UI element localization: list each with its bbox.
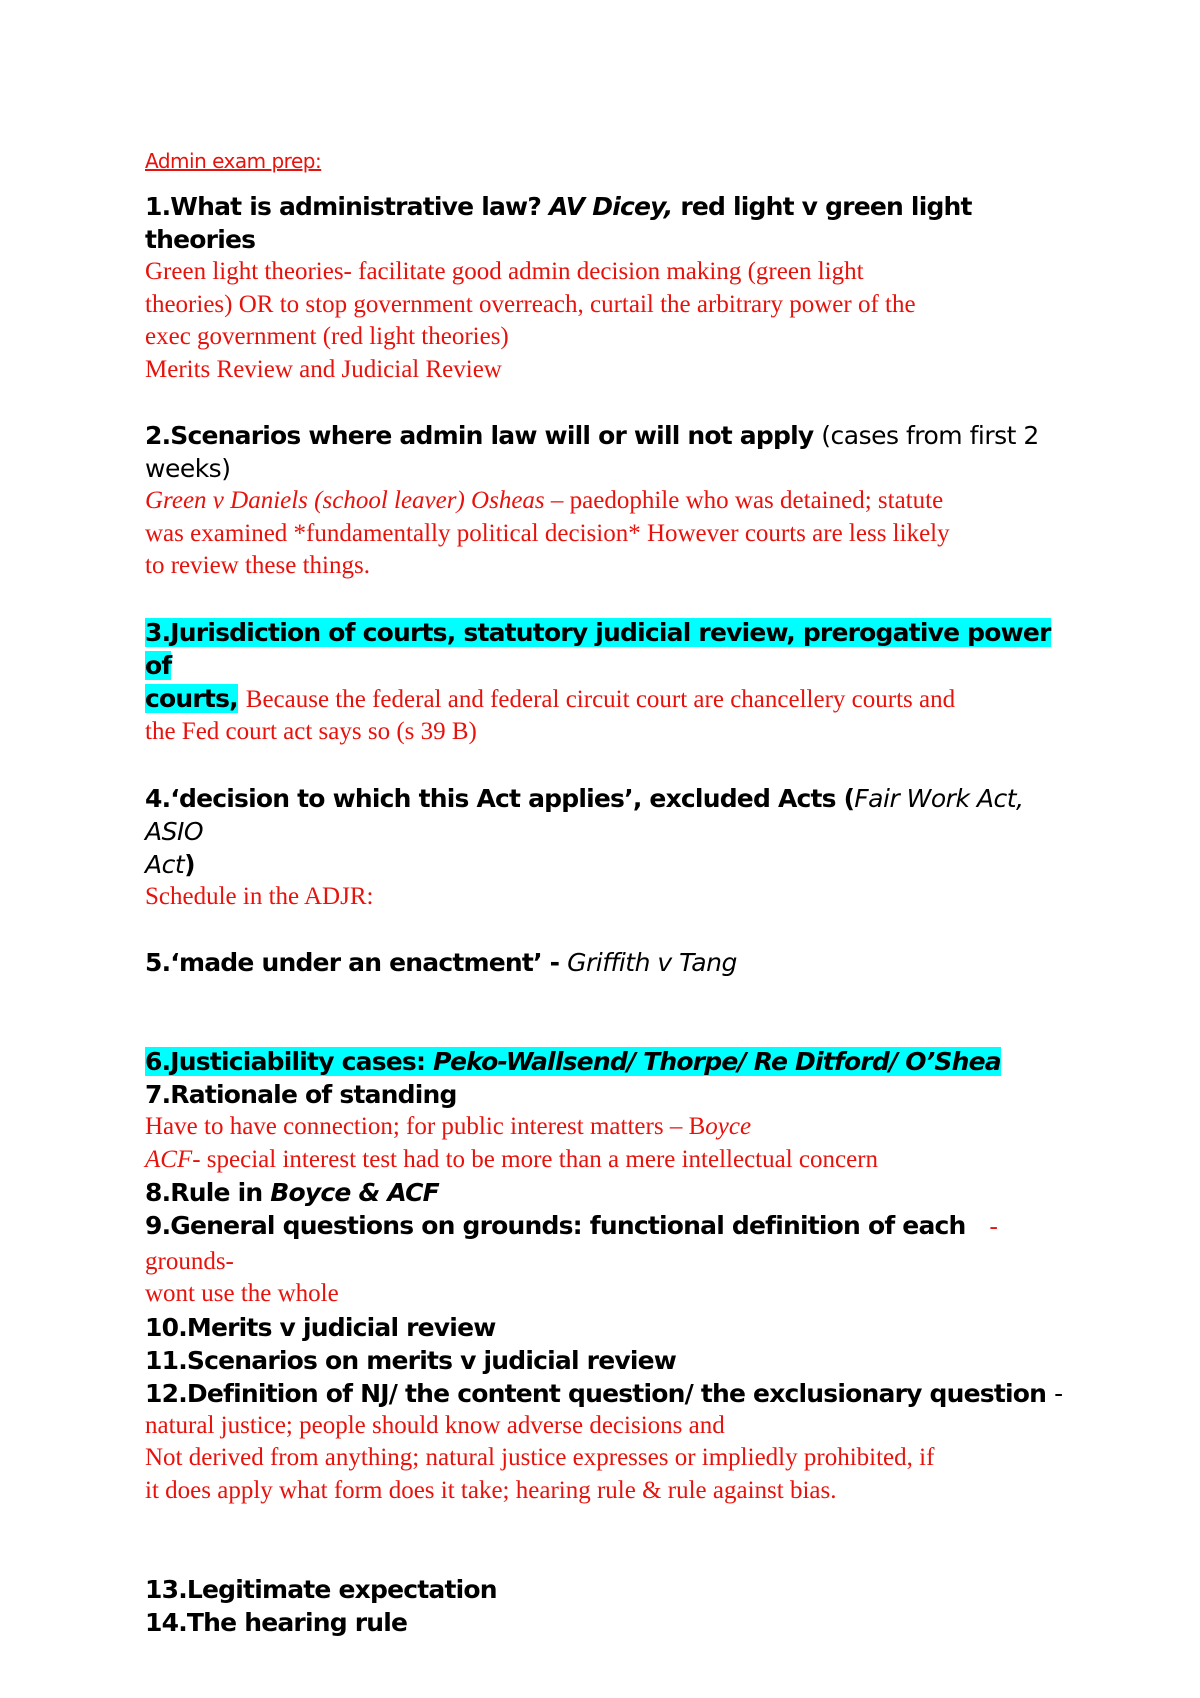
page-title: Admin exam prep:: [145, 149, 322, 173]
question-13-heading: 13.Legitimate expectation: [145, 1575, 497, 1604]
question-1-note-line: theories) OR to stop government overreach, curtail the arbitrary power of the: [145, 290, 916, 318]
question-3-heading-cont: courts, Because the federal and federal circuit court are chancellery courts and: [145, 683, 956, 713]
question-12-note-line: it does apply what form does it take; hearing rule & rule against bias.: [145, 1476, 837, 1504]
question-1-note-line: exec government (red light theories): [145, 323, 509, 350]
question-4-note-line: Schedule in the ADJR:: [145, 882, 374, 910]
question-2-note-line: was examined *fundamentally political decision* However courts are less likely: [145, 519, 950, 547]
question-2-note-line: Green v Daniels (school leaver) Osheas – paedophile who was detained; statute: [145, 487, 944, 514]
question-6-heading: 6.Justiciability cases: Peko-Wallsend/ Thorpe/ Re Ditford/ O’Shea: [145, 1047, 1001, 1076]
question-9-note-line: wont use the whole: [145, 1280, 339, 1307]
question-4-heading-cont: Act): [145, 849, 195, 879]
question-5-heading: 5.‘made under an enactment’ - Griffith v Tang: [145, 948, 737, 977]
question-12-note-line: Not derived from anything; natural justice expresses or impliedly prohibited, if: [145, 1444, 935, 1471]
question-11-heading: 11.Scenarios on merits v judicial review: [145, 1345, 677, 1375]
question-7-note-line: Have to have connection; for public interest matters – Boyce: [145, 1113, 752, 1140]
question-10-heading: 10.Merits v judicial review: [145, 1312, 496, 1342]
question-1-note-line: Merits Review and Judicial Review: [145, 355, 502, 383]
question-9-heading: 9.General questions on grounds: functional definition of each - grounds-: [145, 1211, 998, 1275]
question-1-note-line: Green light theories- facilitate good admin decision making (green light: [145, 258, 864, 285]
question-1-heading: 1.What is administrative law? AV Dicey, red light v green light theories: [145, 192, 972, 254]
question-7-heading: 7.Rationale of standing: [145, 1080, 457, 1109]
document-content: [145, 146, 1065, 1639]
question-14-heading: 14.The hearing rule: [145, 1608, 408, 1637]
question-2-note-line: to review these things.: [145, 552, 370, 579]
question-3-heading: 3.Jurisdiction of courts, statutory judicial review, prerogative power of: [145, 617, 1051, 680]
question-2-heading: 2.Scenarios where admin law will or will not apply (cases from first 2: [145, 421, 1039, 450]
question-8-heading: 8.Rule in Boyce & ACF: [145, 1178, 439, 1207]
question-4-heading: 4.‘decision to which this Act applies’, excluded Acts (Fair Work Act, ASIO: [145, 783, 1024, 846]
question-12-note-line: natural justice; people should know adverse decisions and: [145, 1411, 725, 1439]
question-12-heading: 12.Definition of NJ/ the content question/ the exclusionary question -: [145, 1378, 1063, 1408]
question-3-note-line: the Fed court act says so (s 39 B): [145, 718, 477, 745]
question-2-heading-cont: weeks): [145, 454, 231, 483]
question-7-note-line: ACF- special interest test had to be more than a mere intellectual concern: [145, 1145, 879, 1173]
